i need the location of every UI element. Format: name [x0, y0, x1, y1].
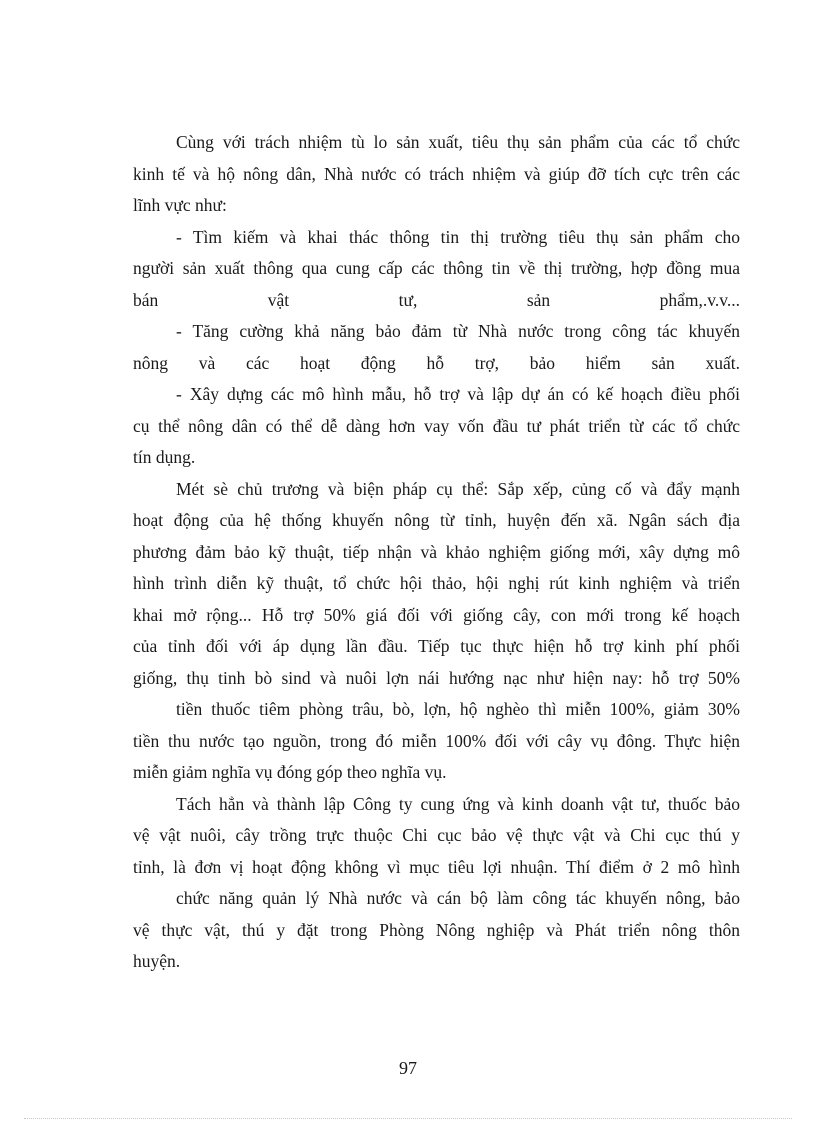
text-line: vệ vật nuôi, cây trồng trực thuộc Chi cục bảo vệ thực vật và Chi cục thú y	[133, 825, 740, 845]
text-line: phương đảm bảo kỹ thuật, tiếp nhận và khảo nghiệm giống mới, xây dựng mô	[133, 541, 740, 562]
page-bottom-divider	[24, 1118, 792, 1119]
text-line: Mét sè chủ trương và biện pháp cụ thể: Sắp xếp, củng cố và đẩy mạnh	[176, 478, 740, 499]
text-line: vệ thực vật, thú y đặt trong Phòng Nông nghiệp và Phát triển nông thôn	[133, 919, 740, 940]
text-line: tín dụng.	[133, 447, 196, 467]
text-line: hoạt động của hệ thống khuyến nông từ tỉnh, huyện đến xã. Ngân sách địa	[133, 510, 740, 530]
text-line: miễn giảm nghĩa vụ đóng góp theo nghĩa vụ.	[133, 762, 447, 782]
text-line: giống, thụ tinh bò sind và nuôi lợn nái hướng nạc như hiện nay: hỗ trợ 50%	[133, 667, 740, 688]
text-line: - Tìm kiếm và khai thác thông tin thị trường tiêu thụ sản phẩm cho	[176, 226, 740, 247]
text-line: cụ thể nông dân có thể dễ dàng hơn vay vốn đầu tư phát triển từ các tổ chức	[133, 415, 740, 436]
text-line: tiền thuốc tiêm phòng trâu, bò, lợn, hộ nghèo thì miễn 100%, giảm 30%	[176, 699, 740, 719]
text-line: hình trình diễn kỹ thuật, tổ chức hội thảo, hội nghị rút kinh nghiệm và triển	[133, 573, 740, 593]
text-line: lĩnh vực như:	[133, 195, 227, 215]
text-line: người sản xuất thông qua cung cấp các thông tin về thị trường, hợp đồng mua	[133, 258, 740, 278]
body-text	[133, 127, 740, 978]
text-line: của tỉnh đối với áp dụng lần đầu. Tiếp tục thực hiện hỗ trợ kinh phí phối	[133, 636, 740, 656]
text-line: tiền thu nước tạo nguồn, trong đó miễn 100% đối với cây vụ đông. Thực hiện	[133, 730, 740, 751]
text-line: bán vật tư, sản phẩm,.v.v...	[133, 289, 740, 310]
text-line: - Xây dựng các mô hình mẫu, hỗ trợ và lập dự án có kế hoạch điều phối	[176, 384, 740, 404]
page-number: 97	[399, 1058, 417, 1078]
text-line: - Tăng cường khả năng bảo đảm từ Nhà nước trong công tác khuyến	[176, 321, 740, 341]
text-line: tỉnh, là đơn vị hoạt động không vì mục tiêu lợi nhuận. Thí điểm ở 2 mô hình	[133, 856, 740, 877]
text-line: kinh tế và hộ nông dân, Nhà nước có trách nhiệm và giúp đỡ tích cực trên các	[133, 163, 740, 184]
text-line: Tách hẳn và thành lập Công ty cung ứng và kinh doanh vật tư, thuốc bảo	[176, 793, 740, 814]
text-line: huyện.	[133, 951, 181, 971]
text-line: chức năng quản lý Nhà nước và cán bộ làm công tác khuyến nông, bảo	[176, 888, 740, 908]
text-line: Cùng với trách nhiệm tù lo sản xuất, tiêu thụ sản phẩm của các tổ chức	[176, 132, 740, 152]
text-line: khai mở rộng... Hỗ trợ 50% giá đối với giống cây, con mới trong kế hoạch	[133, 604, 740, 625]
text-line: nông và các hoạt động hỗ trợ, bảo hiểm sản xuất.	[133, 352, 740, 373]
